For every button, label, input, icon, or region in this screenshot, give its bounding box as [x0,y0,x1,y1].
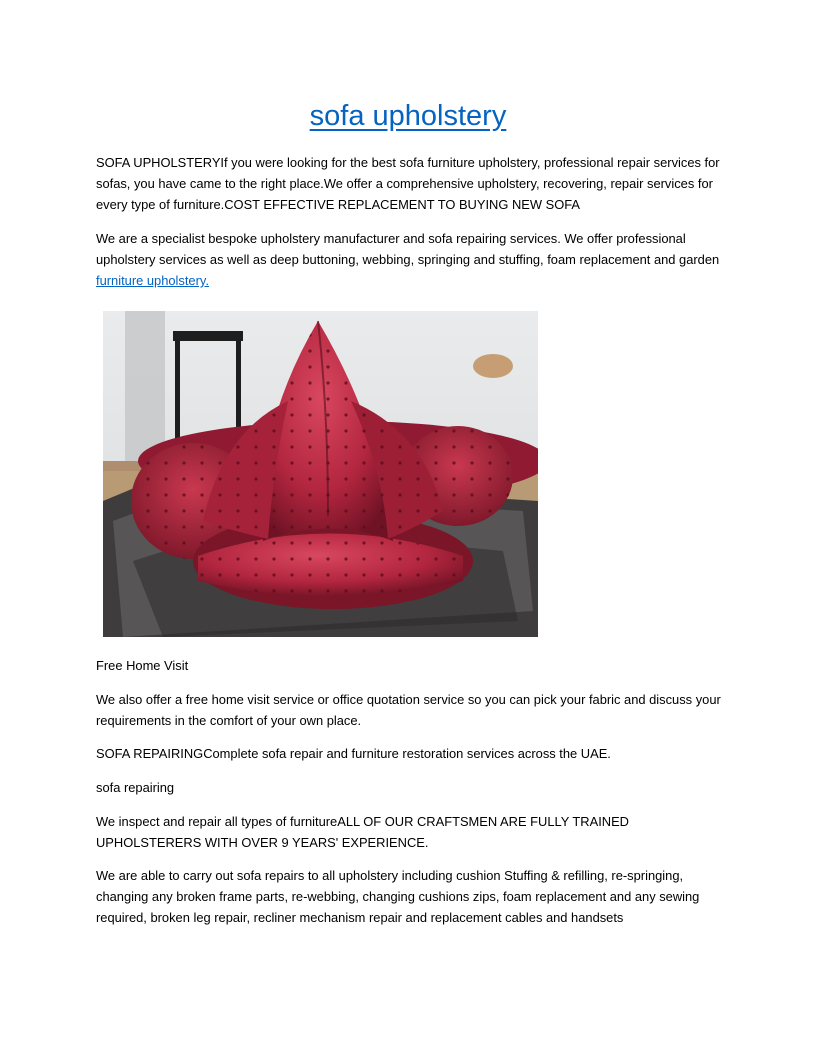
page-title-link[interactable]: sofa upholstery [309,100,507,132]
intro-paragraph: SOFA UPHOLSTERYIf you were looking for the best sofa furniture upholstery, professional repair services for sofas, you have came to the right place.We offer a comprehensive upholstery, recovering, repair services for every type of furniture.COST EFFECTIVE REPLACEMENT TO BUYING NEW SOFA [96,155,720,212]
sofa-photo [103,311,538,637]
craftsmen-paragraph: We inspect and repair all types of furnitureALL OF OUR CRAFTSMEN ARE FULLY TRAINED UPHOLSTERERS WITH OVER 9 YEARS' EXPERIENCE. [96,814,629,850]
free-home-visit-heading: Free Home Visit [96,658,189,673]
sofa-repairing-label: sofa repairing [96,780,175,795]
sofa-repairing-paragraph: SOFA REPAIRINGComplete sofa repair and furniture restoration services across the UAE. [96,746,611,761]
specialist-text: We are a specialist bespoke upholstery manufacturer and sofa repairing services. We offer professional upholstery services as well as deep buttoning, webbing, springing and stuffing, foam replacement and garden [96,231,720,267]
home-visit-paragraph: We also offer a free home visit service or office quotation service so you can pick your fabric and discuss your requirements in the comfort of your own place. [96,692,721,728]
furniture-upholstery-link[interactable]: furniture upholstery. [96,273,209,288]
specialist-paragraph [96,228,724,291]
repairs-paragraph: We are able to carry out sofa repairs to all upholstery including cushion Stuffing & refilling, re-springing, changing any broken frame parts, re-webbing, changing cushions zips, foam replacement and any sewing required, broken leg repair, recliner mechanism repair and replacement cables and handsets [96,868,700,925]
